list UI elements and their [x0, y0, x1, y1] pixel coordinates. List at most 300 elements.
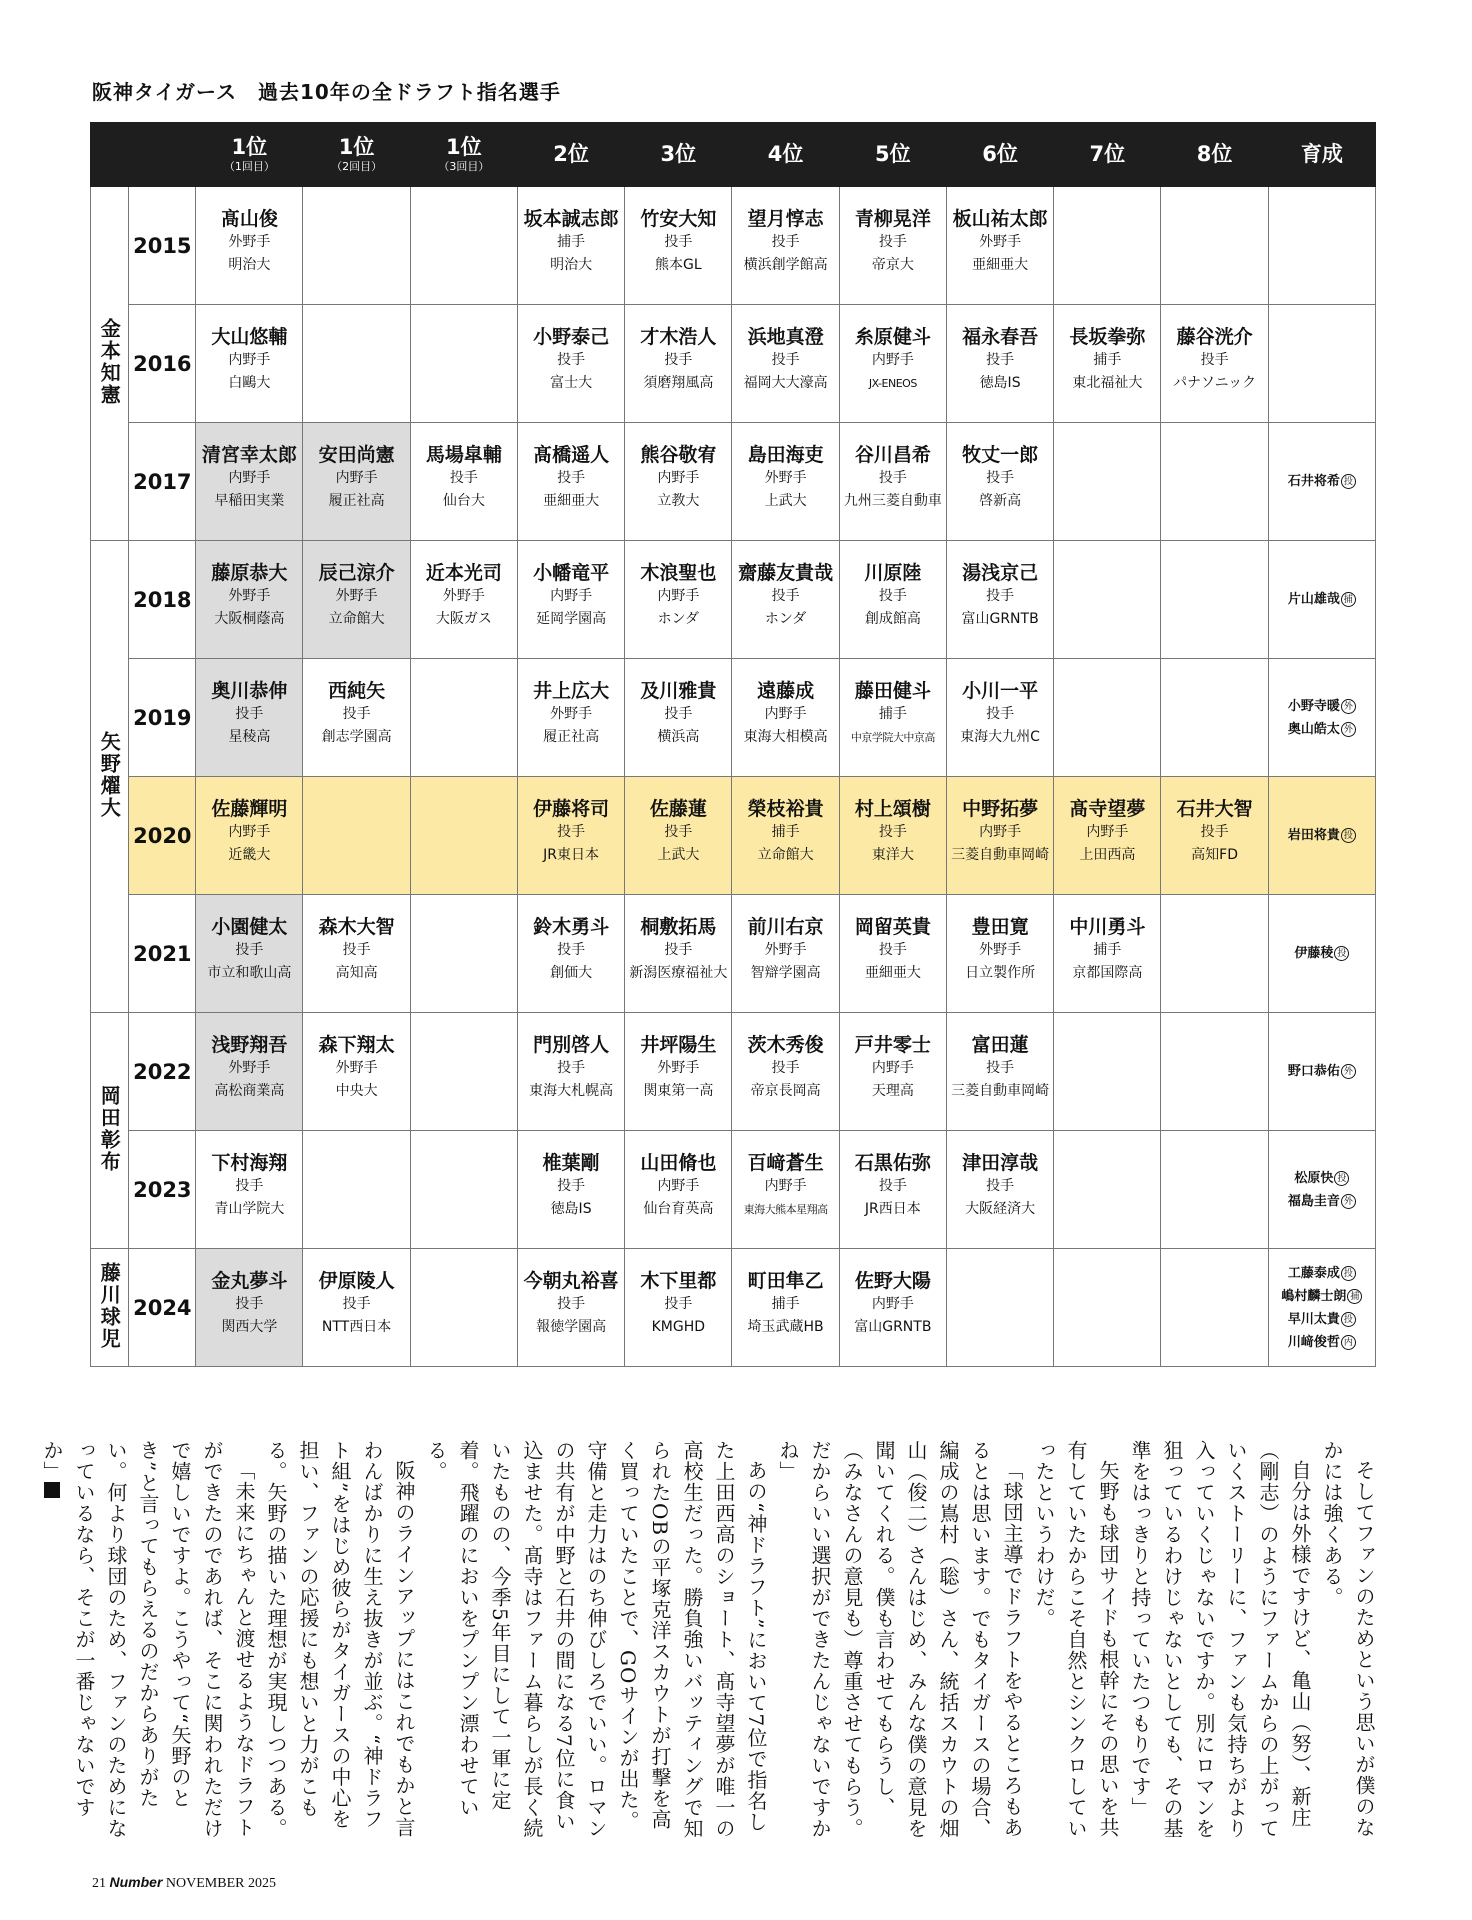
- column-header: [839, 123, 946, 187]
- player-position: 投手: [664, 824, 693, 840]
- pick-cell: [839, 659, 946, 777]
- pick-cell: [732, 1131, 839, 1249]
- pick-cell: [625, 423, 732, 541]
- ikusei-player: [1271, 1167, 1373, 1190]
- player-team: 東海大九州C: [960, 729, 1040, 745]
- pick-cell: [410, 187, 517, 305]
- player-team: 横浜高: [657, 729, 700, 745]
- column-header: [732, 123, 839, 187]
- player-name: 竹安大知: [640, 208, 717, 230]
- player-position: 内野手: [871, 352, 914, 368]
- draft-year-row: [91, 659, 1376, 777]
- player-name: 津田淳哉: [962, 1152, 1039, 1174]
- player-position: 外野手: [228, 234, 271, 250]
- player-name: 豊田寛: [971, 916, 1029, 938]
- player-position: 捕手: [771, 824, 800, 840]
- player-position: 投手: [235, 1296, 264, 1312]
- player-team: 創成館高: [864, 611, 921, 627]
- player-team: 中京学院大中京高: [850, 731, 935, 744]
- pick-cell: [196, 187, 303, 305]
- column-header: [517, 123, 624, 187]
- pick-cell: [410, 1249, 517, 1367]
- pick-cell: [732, 305, 839, 423]
- pick-cell: [303, 1249, 410, 1367]
- player-team: 報徳学園高: [536, 1319, 607, 1335]
- column-header: [1268, 123, 1375, 187]
- player-team: 亜細亜大: [864, 965, 921, 981]
- pick-cell: [1161, 1131, 1268, 1249]
- pick-cell: [303, 895, 410, 1013]
- player-team: 関西大学: [221, 1319, 278, 1335]
- pick-cell: [410, 305, 517, 423]
- column-header-label: 4位: [767, 141, 804, 166]
- player-name: 桐敷拓馬: [640, 916, 717, 938]
- manager-cell: [91, 187, 129, 541]
- player-name: 村上頌樹: [854, 798, 931, 820]
- player-name: 木下里都: [640, 1270, 717, 1292]
- player-position: 投手: [1200, 352, 1229, 368]
- pick-cell: [1054, 895, 1161, 1013]
- player-position: 投手: [878, 824, 907, 840]
- draft-year-row: [91, 1131, 1376, 1249]
- player-team: 大阪桐蔭高: [214, 611, 285, 627]
- player-team: 埼玉武蔵HB: [747, 1319, 824, 1335]
- player-team: 星稜高: [228, 729, 271, 745]
- player-team: 東北福祉大: [1072, 375, 1143, 391]
- player-position: 投手: [771, 234, 800, 250]
- player-name: 福永春吾: [962, 326, 1039, 348]
- column-header-label: 2位: [553, 141, 589, 166]
- pick-cell: [303, 187, 410, 305]
- pick-cell: [410, 777, 517, 895]
- player-name: 榮枝裕貴: [747, 798, 824, 820]
- pick-cell: [946, 541, 1053, 659]
- player-position: 捕手: [1093, 352, 1122, 368]
- pick-cell: [839, 1013, 946, 1131]
- pick-cell: [303, 777, 410, 895]
- draft-year: 2019: [129, 659, 196, 777]
- player-name: 佐藤輝明: [211, 798, 288, 820]
- player-name: 長坂拳弥: [1069, 326, 1146, 348]
- position-badge: 投: [1341, 1266, 1356, 1281]
- ikusei-player-name: 早川太貴: [1287, 1311, 1340, 1327]
- player-position: 投手: [557, 352, 586, 368]
- pick-cell: [1054, 423, 1161, 541]
- column-header: [1161, 123, 1268, 187]
- column-header-label: 8位: [1196, 141, 1233, 166]
- player-team: 仙台大: [442, 493, 485, 509]
- player-name: 青柳晃洋: [854, 208, 931, 230]
- draft-year-row: [91, 187, 1376, 305]
- pick-cell: [196, 777, 303, 895]
- pick-cell: [1161, 541, 1268, 659]
- column-header-label: 5位: [875, 141, 911, 166]
- player-position: 投手: [986, 352, 1015, 368]
- column-header-label: 6位: [982, 141, 1018, 166]
- ikusei-cell: [1268, 777, 1375, 895]
- player-name: 近本光司: [425, 562, 502, 584]
- player-position: 投手: [557, 824, 586, 840]
- player-team: 亜細亜大: [972, 257, 1029, 273]
- player-name: 坂本誠志郎: [523, 208, 619, 230]
- pick-cell: [1054, 1013, 1161, 1131]
- manager-name: 金本知憲: [97, 317, 122, 406]
- player-team: パナソニック: [1173, 375, 1257, 391]
- player-position: 投手: [557, 470, 586, 486]
- player-name: 遠藤成: [757, 680, 815, 702]
- draft-year-row: [91, 1249, 1376, 1367]
- player-position: 投手: [557, 942, 586, 958]
- ikusei-player: [1271, 1190, 1373, 1213]
- ikusei-player-name: 奥山皓太: [1287, 721, 1340, 737]
- pick-cell: [625, 541, 732, 659]
- manager-name: 藤川球児: [97, 1261, 122, 1350]
- pick-cell: [625, 1013, 732, 1131]
- ikusei-player-name: 松原快: [1294, 1170, 1334, 1186]
- draft-year-row: [91, 305, 1376, 423]
- pick-cell: [946, 895, 1053, 1013]
- player-name: 糸原健斗: [854, 326, 931, 348]
- ikusei-player-name: 川﨑俊哲: [1287, 1334, 1340, 1350]
- player-position: 外野手: [764, 470, 807, 486]
- player-team: 亜細亜大: [543, 493, 600, 509]
- pick-cell: [625, 659, 732, 777]
- column-header: [946, 123, 1053, 187]
- player-position: 外野手: [228, 588, 271, 604]
- player-team: JR西日本: [864, 1201, 921, 1217]
- player-name: 安田尚憲: [318, 444, 395, 466]
- pick-cell: [839, 1131, 946, 1249]
- player-team: JR東日本: [543, 847, 599, 863]
- ikusei-cell: [1268, 305, 1375, 423]
- position-badge: 外: [1341, 1194, 1356, 1209]
- pick-cell: [732, 895, 839, 1013]
- pick-cell: [1054, 659, 1161, 777]
- player-position: 捕手: [557, 234, 586, 250]
- player-team: 仙台育英高: [643, 1201, 714, 1217]
- ikusei-player-name: 片山雄哉: [1287, 592, 1340, 607]
- pick-cell: [946, 1013, 1053, 1131]
- player-team: 明治大: [228, 257, 271, 273]
- player-position: 内野手: [335, 470, 378, 486]
- player-team: 三菱自動車岡崎: [951, 847, 1050, 863]
- ikusei-cell: [1268, 423, 1375, 541]
- column-header-label: 3位: [660, 141, 697, 166]
- player-name: 島田海吏: [747, 444, 824, 466]
- player-team: 富山GRNTB: [854, 1319, 932, 1335]
- column-header-label: 1位: [338, 134, 375, 159]
- player-name: 金丸夢斗: [211, 1270, 288, 1292]
- pick-cell: [732, 541, 839, 659]
- ikusei-player: [1271, 588, 1373, 611]
- draft-year-row: [91, 541, 1376, 659]
- pick-cell: [517, 1131, 624, 1249]
- player-position: 内野手: [657, 470, 700, 486]
- player-position: 外野手: [335, 1060, 378, 1076]
- player-position: 外野手: [228, 1060, 271, 1076]
- pick-cell: [839, 777, 946, 895]
- player-team: 帝京長岡高: [750, 1083, 821, 1099]
- player-position: 捕手: [771, 1296, 800, 1312]
- player-team: 熊本GL: [655, 257, 702, 273]
- player-name: 今朝丸裕喜: [523, 1270, 619, 1292]
- header-row: [91, 123, 1376, 187]
- pick-cell: [517, 777, 624, 895]
- player-name: 清宮幸太郎: [201, 444, 297, 466]
- draft-year: 2021: [129, 895, 196, 1013]
- position-badge: 捕: [1341, 592, 1356, 607]
- column-header-sub: （2回目）: [331, 160, 383, 173]
- player-name: 佐藤蓮: [649, 798, 707, 820]
- article-paragraph: 自分は外様ですけど、亀山（努）、新庄（剛志）のようにファームからの上がっていくストーリーに、ファンも気持ちがより入っていくじゃないですか。別にロマンを狙っているわけじゃないとしても、その基準をはっきりと持っていたつもりです」: [1128, 1440, 1312, 1839]
- player-name: 小園健太: [211, 916, 288, 938]
- draft-year: 2018: [129, 541, 196, 659]
- pick-cell: [1161, 777, 1268, 895]
- pick-cell: [732, 423, 839, 541]
- pick-cell: [410, 1013, 517, 1131]
- pick-cell: [1054, 305, 1161, 423]
- player-name: 浜地真澄: [747, 326, 824, 348]
- player-name: 井坪陽生: [640, 1034, 717, 1056]
- draft-year: 2020: [129, 777, 196, 895]
- player-position: 投手: [878, 470, 907, 486]
- player-team: 新潟医療福祉大: [629, 965, 728, 981]
- pick-cell: [517, 895, 624, 1013]
- player-position: 投手: [771, 1060, 800, 1076]
- ikusei-player-name: 嶋村麟士朗: [1281, 1288, 1347, 1304]
- ikusei-player: [1271, 1060, 1373, 1083]
- player-position: 投手: [986, 1178, 1015, 1194]
- article-paragraph: 「未来にちゃんと渡せるようなドラフトができたのであれば、そこに関われただけで嬉しいですよ。こうやって“矢野のとき”と言ってもらえるのだからありがたい。何より球団のため、ファンのためになっているなら、そこが一番じゃないですか」: [40, 1440, 256, 1839]
- player-position: 外野手: [979, 234, 1022, 250]
- player-position: 投手: [1200, 824, 1229, 840]
- pick-cell: [1161, 1013, 1268, 1131]
- column-header-sub: （1回目）: [223, 160, 275, 173]
- ikusei-player-name: 岩田将貴: [1287, 828, 1340, 843]
- player-position: 投手: [878, 234, 907, 250]
- player-name: 川原陸: [864, 562, 922, 584]
- pick-cell: [303, 541, 410, 659]
- player-name: 熊谷敬宥: [640, 444, 717, 466]
- player-position: 捕手: [878, 706, 907, 722]
- player-position: 投手: [986, 588, 1015, 604]
- article-paragraph: 「球団主導でドラフトをやるところもあるとは思います。でもタイガースの場合、編成の嶌村（聡）さん、統括スカウトの畑山（俊二）さんはじめ、みんな僕の意見を聞いてくれる。僕も言わせてもらうし、（みなさんの意見も）尊重させてもらう。だからいい選択ができたんじゃないですかね」: [776, 1440, 1024, 1839]
- player-position: 外野手: [335, 588, 378, 604]
- manager-cell: [91, 1013, 129, 1249]
- player-team: 東海大相模高: [743, 729, 828, 745]
- player-position: 内野手: [1086, 824, 1129, 840]
- player-team: 智辯学園高: [750, 965, 821, 981]
- page-number: 21: [92, 1876, 106, 1891]
- player-team: JX-ENEOS: [868, 377, 917, 390]
- player-team: 須磨翔風高: [643, 375, 714, 391]
- player-position: 投手: [449, 470, 478, 486]
- pick-cell: [517, 423, 624, 541]
- column-header: [410, 123, 517, 187]
- player-team: 徳島IS: [550, 1201, 592, 1217]
- player-team: NTT西日本: [321, 1319, 392, 1335]
- pick-cell: [732, 1013, 839, 1131]
- pick-cell: [732, 1249, 839, 1367]
- pick-cell: [625, 305, 732, 423]
- player-name: 髙山俊: [220, 208, 278, 230]
- pick-cell: [839, 1249, 946, 1367]
- player-team: 高松商業高: [214, 1083, 285, 1099]
- player-team: 立命館大: [328, 611, 385, 627]
- pick-cell: [946, 423, 1053, 541]
- player-name: 門別啓人: [533, 1034, 610, 1056]
- player-team: 市立和歌山高: [207, 965, 292, 981]
- article-paragraph: 阪神のラインアップにはこれでもかと言わんばかりに生え抜きが並ぶ。“神ドラフト組”をはじめ彼らがタイガースの中心を担い、ファンの応援にも想いと力がこもる。矢野の描いた理想が実現しつつある。: [264, 1440, 416, 1839]
- player-position: 内野手: [228, 470, 271, 486]
- pick-cell: [196, 1013, 303, 1131]
- pick-cell: [410, 423, 517, 541]
- pick-cell: [517, 541, 624, 659]
- header-corner: [91, 123, 196, 187]
- player-team: 上田西高: [1079, 847, 1136, 863]
- position-badge: 投: [1341, 474, 1356, 489]
- player-position: 投手: [235, 942, 264, 958]
- player-team: 履正社高: [328, 493, 385, 509]
- pick-cell: [946, 1249, 1053, 1367]
- player-name: 椎葉剛: [542, 1152, 600, 1174]
- ikusei-cell: [1268, 659, 1375, 777]
- player-position: 投手: [664, 706, 693, 722]
- player-position: 投手: [664, 942, 693, 958]
- position-badge: 投: [1341, 828, 1356, 843]
- ikusei-player-name: 工藤泰成: [1287, 1265, 1340, 1281]
- position-badge: 捕: [1347, 1289, 1362, 1304]
- player-team: KMGHD: [651, 1319, 706, 1335]
- pick-cell: [303, 1013, 410, 1131]
- pick-cell: [1054, 777, 1161, 895]
- player-team: 東海大札幌高: [529, 1083, 614, 1099]
- ikusei-cell: [1268, 1249, 1375, 1367]
- pick-cell: [196, 541, 303, 659]
- pick-cell: [1161, 659, 1268, 777]
- pick-cell: [946, 777, 1053, 895]
- pick-cell: [839, 305, 946, 423]
- pick-cell: [732, 187, 839, 305]
- player-position: 投手: [235, 706, 264, 722]
- player-position: 投手: [342, 1296, 371, 1312]
- ikusei-player-name: 伊藤稜: [1294, 946, 1334, 961]
- pick-cell: [517, 659, 624, 777]
- pick-cell: [839, 895, 946, 1013]
- player-team: 啓新高: [979, 493, 1022, 509]
- player-position: 内野手: [764, 1178, 807, 1194]
- player-position: 外野手: [764, 942, 807, 958]
- manager-cell: [91, 541, 129, 1013]
- player-name: 牧丈一郎: [962, 444, 1039, 466]
- player-team: 大阪ガス: [435, 611, 492, 627]
- draft-year-row: [91, 1013, 1376, 1131]
- manager-name: 岡田彰布: [97, 1084, 122, 1173]
- player-name: 戸井零士: [854, 1034, 931, 1056]
- pick-cell: [946, 305, 1053, 423]
- column-header-label: 育成: [1300, 141, 1343, 166]
- pick-cell: [196, 659, 303, 777]
- player-position: 投手: [986, 470, 1015, 486]
- player-position: 投手: [878, 588, 907, 604]
- player-position: 投手: [557, 1178, 586, 1194]
- pick-cell: [1054, 1249, 1161, 1367]
- draft-year: 2016: [129, 305, 196, 423]
- player-team: 履正社高: [543, 729, 600, 745]
- ikusei-player: [1271, 824, 1373, 847]
- pick-cell: [625, 187, 732, 305]
- article-text: [40, 1440, 1380, 1840]
- player-team: 日立製作所: [965, 965, 1036, 981]
- player-position: 投手: [986, 706, 1015, 722]
- player-team: ホンダ: [657, 611, 700, 627]
- player-name: 馬場皐輔: [425, 444, 502, 466]
- player-team: 横浜創学館高: [743, 257, 828, 273]
- player-team: 富士大: [550, 375, 593, 391]
- player-position: 投手: [342, 942, 371, 958]
- player-name: 石井大智: [1176, 798, 1253, 820]
- player-name: 浅野翔吾: [211, 1034, 288, 1056]
- pick-cell: [303, 305, 410, 423]
- player-team: 福岡大大濠高: [743, 375, 828, 391]
- player-name: 石黒佑弥: [854, 1152, 931, 1174]
- player-name: 前川右京: [747, 916, 824, 938]
- article-paragraph: あの“神ドラフト”において7位で指名した上田西高のショート、髙寺望夢が唯一の高校生だった。勝負強いバッティングで知られたOBの平塚克洋スカウトが打撃を高く買っていたことで、GOサインが出た。守備と走力はのち伸びしろでいい。ロマンの共有が中野と石井の間になる7位に食い込ませた。髙寺はファーム暮らしが長く続いたものの、今季5年目にして一軍に定着。飛躍のにおいをプンプン漂わせている。: [424, 1440, 768, 1839]
- end-mark-icon: [44, 1482, 60, 1498]
- player-position: 外野手: [442, 588, 485, 604]
- ikusei-player: [1271, 1308, 1373, 1331]
- pick-cell: [946, 1131, 1053, 1249]
- issue-date: NOVEMBER 2025: [165, 1876, 276, 1891]
- player-position: 投手: [878, 1178, 907, 1194]
- player-team: 立命館大: [757, 847, 814, 863]
- pick-cell: [517, 1013, 624, 1131]
- draft-year: 2017: [129, 423, 196, 541]
- player-position: 内野手: [550, 588, 593, 604]
- player-name: 湯浅京己: [962, 562, 1039, 584]
- draft-year-row: [91, 895, 1376, 1013]
- pick-cell: [732, 777, 839, 895]
- player-position: 投手: [342, 706, 371, 722]
- pick-cell: [1161, 1249, 1268, 1367]
- player-team: 青山学院大: [214, 1201, 285, 1217]
- player-team: 延岡学園高: [536, 611, 607, 627]
- player-name: 茨木秀俊: [747, 1034, 824, 1056]
- player-team: 高知FD: [1191, 847, 1238, 863]
- manager-name: 矢野燿大: [97, 730, 122, 819]
- pick-cell: [196, 423, 303, 541]
- position-badge: 外: [1341, 1064, 1356, 1079]
- pick-cell: [1161, 895, 1268, 1013]
- pick-cell: [410, 895, 517, 1013]
- player-team: 京都国際高: [1072, 965, 1143, 981]
- player-name: 森下翔太: [318, 1034, 395, 1056]
- page-title: 阪神タイガース 過去10年の全ドラフト指名選手: [92, 80, 561, 104]
- player-team: 早稲田実業: [214, 493, 285, 509]
- player-position: 投手: [557, 1060, 586, 1076]
- pick-cell: [303, 1131, 410, 1249]
- player-name: 辰己涼介: [318, 562, 395, 584]
- pick-cell: [625, 777, 732, 895]
- player-team: 近畿大: [228, 847, 271, 863]
- player-position: 投手: [664, 352, 693, 368]
- pick-cell: [517, 187, 624, 305]
- player-team: 中央大: [335, 1083, 378, 1099]
- player-name: 山田脩也: [640, 1152, 717, 1174]
- player-name: 齋藤友貴哉: [738, 562, 834, 584]
- player-position: 投手: [771, 588, 800, 604]
- player-position: 外野手: [550, 706, 593, 722]
